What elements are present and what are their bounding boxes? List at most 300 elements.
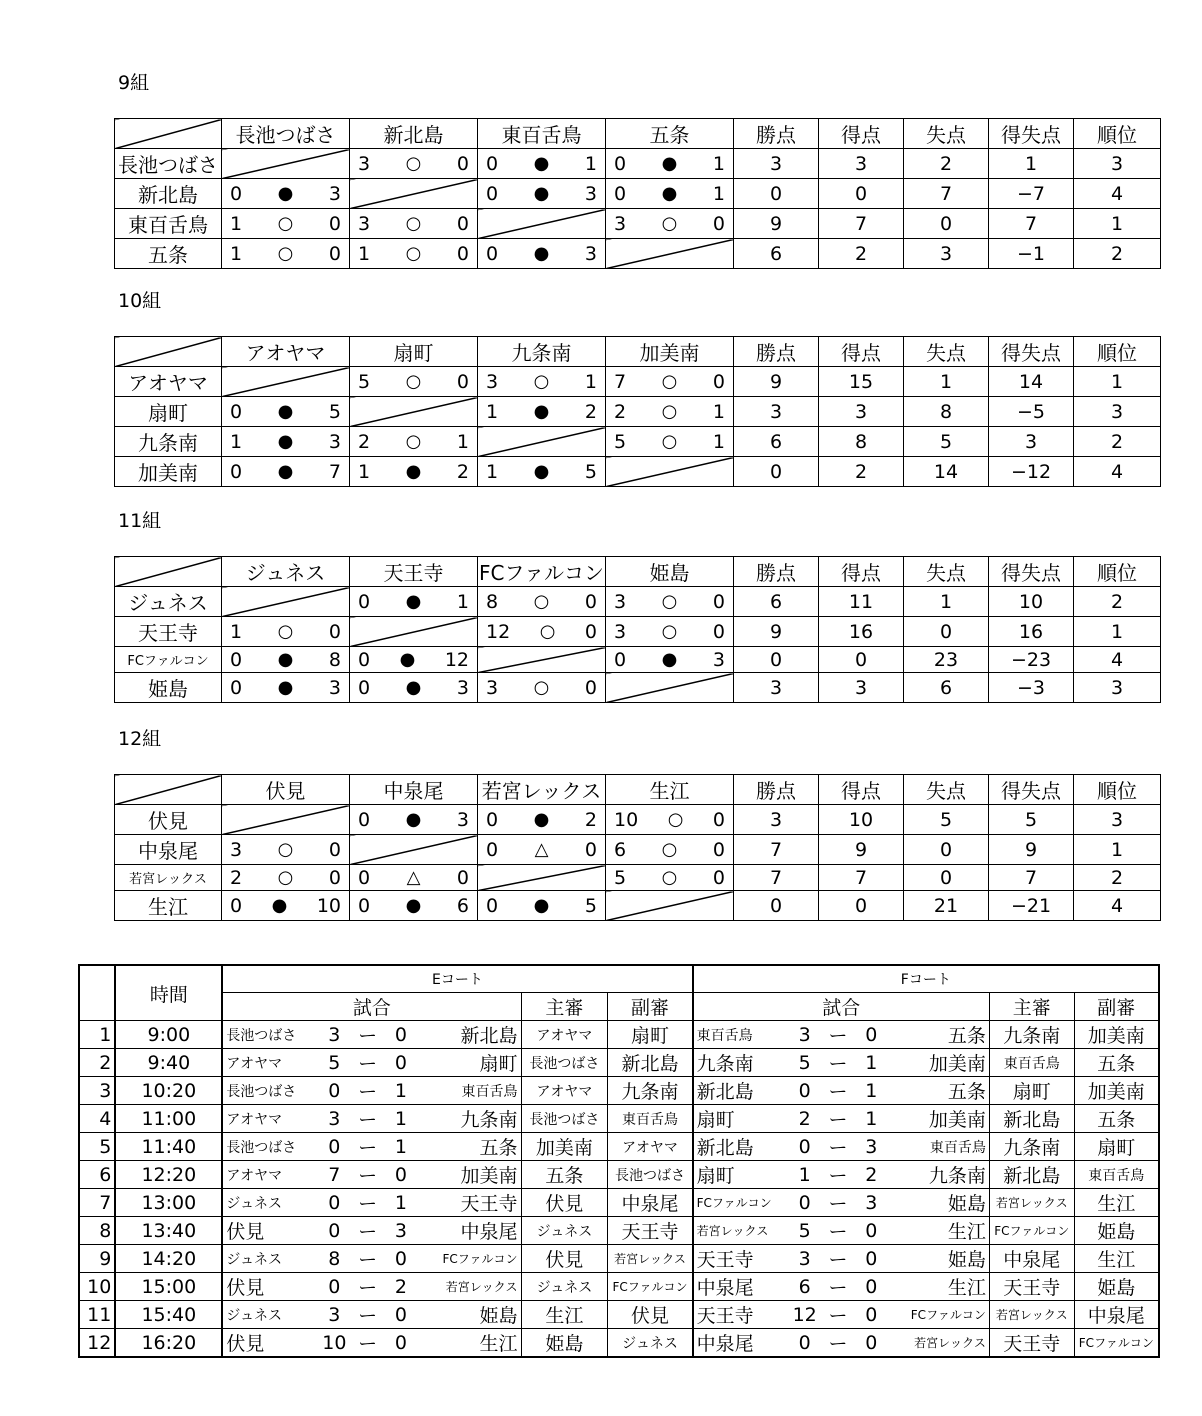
stat-cell: 2: [1074, 587, 1161, 617]
league-header-row: [115, 119, 1161, 149]
row-team-name: 姫島: [115, 673, 222, 703]
score-against: 1: [712, 182, 725, 205]
match-result-cell: [478, 805, 606, 835]
stat-cell: 15: [819, 367, 904, 397]
score-dash: ー: [820, 1133, 856, 1161]
stat-cell: 3: [819, 397, 904, 427]
stat-cell: 2: [819, 457, 904, 487]
schedule-row: [79, 1217, 1159, 1245]
result-symbol: ○: [277, 621, 294, 642]
team-header: 東百舌鳥: [478, 119, 606, 149]
stat-cell: 7: [989, 865, 1074, 891]
stat-cell: 0: [904, 209, 989, 239]
result-symbol: ○: [661, 213, 678, 234]
match-result-cell: [222, 647, 350, 673]
score-against: 1: [712, 400, 725, 423]
result-symbol: ○: [277, 243, 294, 264]
stat-cell: 11: [819, 587, 904, 617]
score-dash: ー: [349, 1161, 385, 1189]
score-against: 3: [328, 676, 341, 699]
row-team-name: ジュネス: [115, 587, 222, 617]
league-row: [115, 149, 1161, 179]
self-match-cell: [350, 179, 478, 209]
match-result-cell: [222, 673, 350, 703]
schedule-table: [78, 964, 1160, 1358]
away-score: 1: [856, 1049, 886, 1077]
away-team: 東百舌鳥: [416, 1077, 521, 1105]
self-match-cell: [222, 367, 350, 397]
schedule-header-row: [79, 965, 1159, 993]
sub-referee: 若宮レックス: [608, 1245, 693, 1273]
self-match-cell: [222, 149, 350, 179]
schedule-row: [79, 1161, 1159, 1189]
team-header: 加美南: [606, 337, 734, 367]
score-dash: ー: [820, 1049, 856, 1077]
match-result-cell: [478, 239, 606, 269]
self-match-cell: [350, 617, 478, 647]
score-for: 0: [358, 808, 371, 831]
result-symbol: ●: [533, 895, 550, 916]
group-title: 11組: [118, 510, 162, 532]
team-header: 中泉尾: [350, 775, 478, 805]
away-score: 0: [386, 1049, 416, 1077]
stat-header: 勝点: [734, 775, 819, 805]
result-symbol: ○: [405, 153, 422, 174]
away-team: 五条: [886, 1077, 989, 1105]
match-result-cell: [478, 587, 606, 617]
score-dash: ー: [349, 1105, 385, 1133]
away-score: 0: [386, 1329, 416, 1358]
away-team: 九条南: [886, 1161, 989, 1189]
home-score: 7: [319, 1161, 349, 1189]
stat-cell: −23: [989, 647, 1074, 673]
sub-referee: 長池つばさ: [608, 1161, 693, 1189]
home-team: 伏見: [222, 1217, 319, 1245]
corner-cell: [115, 337, 222, 367]
match-number: 2: [79, 1049, 115, 1077]
match-result-cell: [350, 367, 478, 397]
away-score: 0: [386, 1301, 416, 1329]
stat-cell: −1: [989, 239, 1074, 269]
stat-header: 勝点: [734, 557, 819, 587]
home-team: アオヤマ: [222, 1161, 319, 1189]
score-for: 1: [486, 460, 499, 483]
sub-referee: ジュネス: [608, 1329, 693, 1358]
score-for: 7: [614, 370, 627, 393]
league-header-row: [115, 557, 1161, 587]
stat-cell: 23: [904, 647, 989, 673]
sub-referee-header: 副審: [608, 993, 693, 1021]
home-team: 若宮レックス: [693, 1217, 790, 1245]
result-symbol: ○: [661, 621, 678, 642]
home-score: 0: [319, 1273, 349, 1301]
stat-cell: 7: [734, 865, 819, 891]
league-row: [115, 397, 1161, 427]
stat-cell: 3: [734, 397, 819, 427]
home-score: 0: [319, 1217, 349, 1245]
chief-referee: 姫島: [521, 1329, 608, 1358]
home-score: 0: [790, 1133, 820, 1161]
home-score: 0: [790, 1077, 820, 1105]
score-against: 5: [328, 400, 341, 423]
schedule-row: [79, 1133, 1159, 1161]
home-team: 伏見: [222, 1329, 319, 1358]
stat-header: 得失点: [989, 119, 1074, 149]
league-row: [115, 865, 1161, 891]
away-score: 2: [856, 1161, 886, 1189]
score-against: 0: [712, 838, 725, 861]
result-symbol: ●: [661, 183, 678, 204]
home-score: 0: [790, 1189, 820, 1217]
league-table: [114, 118, 1161, 269]
stat-cell: 3: [819, 673, 904, 703]
stat-header: 得点: [819, 775, 904, 805]
chief-referee: アオヤマ: [521, 1077, 608, 1105]
score-for: 1: [230, 430, 243, 453]
chief-referee: 九条南: [989, 1133, 1074, 1161]
score-for: 0: [486, 894, 499, 917]
away-score: 0: [386, 1021, 416, 1049]
stat-cell: 16: [819, 617, 904, 647]
home-team: FCファルコン: [693, 1189, 790, 1217]
score-dash: ー: [820, 1077, 856, 1105]
stat-cell: 9: [734, 209, 819, 239]
stat-cell: 6: [734, 239, 819, 269]
score-for: 1: [358, 242, 371, 265]
schedule-row: [79, 1329, 1159, 1358]
sub-referee: 伏見: [608, 1301, 693, 1329]
result-symbol: ○: [405, 243, 422, 264]
score-for: 0: [230, 460, 243, 483]
away-team: 扇町: [416, 1049, 521, 1077]
court-f-header: Fコート: [693, 965, 1159, 993]
score-for: 0: [614, 648, 627, 671]
schedule-subheader-row: [79, 993, 1159, 1021]
self-match-cell: [222, 805, 350, 835]
stat-cell: 1: [989, 149, 1074, 179]
result-symbol: ●: [533, 243, 550, 264]
stat-cell: 3: [734, 805, 819, 835]
sub-referee-header: 副審: [1074, 993, 1159, 1021]
group-title: 10組: [118, 290, 162, 312]
away-team: 九条南: [416, 1105, 521, 1133]
team-header: 若宮レックス: [478, 775, 606, 805]
home-score: 3: [790, 1245, 820, 1273]
chief-referee-header: 主審: [989, 993, 1074, 1021]
result-symbol: ○: [277, 867, 294, 888]
chief-referee: 中泉尾: [989, 1245, 1074, 1273]
stat-cell: 3: [989, 427, 1074, 457]
chief-referee: FCファルコン: [989, 1217, 1074, 1245]
chief-referee: 新北島: [989, 1105, 1074, 1133]
match-result-cell: [222, 835, 350, 865]
result-symbol: ○: [661, 401, 678, 422]
score-for: 0: [358, 866, 371, 889]
score-against: 0: [456, 242, 469, 265]
match-time: 14:20: [115, 1245, 222, 1273]
self-match-cell: [222, 587, 350, 617]
match-header: 試合: [693, 993, 990, 1021]
schedule-row: [79, 1049, 1159, 1077]
score-against: 0: [584, 620, 597, 643]
team-header: 生江: [606, 775, 734, 805]
score-for: 0: [230, 182, 243, 205]
score-dash: ー: [349, 1077, 385, 1105]
score-for: 0: [486, 152, 499, 175]
home-score: 6: [790, 1273, 820, 1301]
stat-cell: 2: [1074, 427, 1161, 457]
stat-cell: 10: [989, 587, 1074, 617]
match-result-cell: [606, 865, 734, 891]
away-team: FCファルコン: [886, 1301, 989, 1329]
score-dash: ー: [820, 1301, 856, 1329]
away-team: FCファルコン: [416, 1245, 521, 1273]
home-score: 10: [319, 1329, 349, 1358]
away-team: 姫島: [886, 1189, 989, 1217]
stat-cell: 6: [904, 673, 989, 703]
result-symbol: ○: [277, 213, 294, 234]
stat-cell: 0: [734, 457, 819, 487]
home-score: 2: [790, 1105, 820, 1133]
match-result-cell: [350, 865, 478, 891]
stat-cell: 6: [734, 427, 819, 457]
score-dash: ー: [349, 1021, 385, 1049]
sub-referee: 加美南: [1074, 1021, 1159, 1049]
score-for: 8: [486, 590, 499, 613]
away-score: 1: [856, 1105, 886, 1133]
team-header: ジュネス: [222, 557, 350, 587]
chief-referee: 天王寺: [989, 1329, 1074, 1358]
match-result-cell: [478, 397, 606, 427]
stat-header: 失点: [904, 119, 989, 149]
score-dash: ー: [349, 1189, 385, 1217]
score-against: 2: [584, 400, 597, 423]
match-result-cell: [350, 457, 478, 487]
stat-cell: 2: [819, 239, 904, 269]
score-dash: ー: [349, 1301, 385, 1329]
home-team: アオヤマ: [222, 1049, 319, 1077]
score-against: 0: [712, 370, 725, 393]
home-team: 天王寺: [693, 1301, 790, 1329]
stat-cell: 14: [904, 457, 989, 487]
match-result-cell: [606, 835, 734, 865]
score-against: 0: [328, 866, 341, 889]
home-team: 中泉尾: [693, 1329, 790, 1358]
match-number: 5: [79, 1133, 115, 1161]
league-row: [115, 617, 1161, 647]
stat-cell: 2: [904, 149, 989, 179]
group-title: 12組: [118, 728, 162, 750]
match-result-cell: [478, 179, 606, 209]
match-result-cell: [222, 397, 350, 427]
match-time: 16:20: [115, 1329, 222, 1358]
match-result-cell: [222, 617, 350, 647]
league-table: [114, 336, 1161, 487]
stat-header: 得点: [819, 337, 904, 367]
match-number: 7: [79, 1189, 115, 1217]
row-team-name: 中泉尾: [115, 835, 222, 865]
score-against: 3: [456, 676, 469, 699]
score-for: 0: [358, 648, 371, 671]
score-for: 10: [614, 808, 639, 831]
score-dash: ー: [820, 1329, 856, 1358]
match-number: 10: [79, 1273, 115, 1301]
stat-cell: 3: [1074, 805, 1161, 835]
home-score: 3: [319, 1301, 349, 1329]
stat-cell: 0: [819, 891, 904, 921]
match-result-cell: [350, 149, 478, 179]
stat-cell: −5: [989, 397, 1074, 427]
away-team: 生江: [886, 1273, 989, 1301]
schedule-row: [79, 1077, 1159, 1105]
league-row: [115, 239, 1161, 269]
score-dash: ー: [349, 1133, 385, 1161]
match-result-cell: [478, 891, 606, 921]
stat-cell: 3: [1074, 149, 1161, 179]
match-result-cell: [606, 587, 734, 617]
stat-cell: 0: [819, 179, 904, 209]
team-header: FCファルコン: [478, 557, 606, 587]
league-row: [115, 457, 1161, 487]
match-result-cell: [606, 805, 734, 835]
score-for: 3: [614, 620, 627, 643]
score-against: 3: [712, 648, 725, 671]
stat-cell: 0: [734, 647, 819, 673]
row-team-name: 若宮レックス: [115, 865, 222, 891]
away-score: 0: [856, 1021, 886, 1049]
stat-cell: 1: [1074, 209, 1161, 239]
stat-header: 得失点: [989, 775, 1074, 805]
result-symbol: ●: [533, 153, 550, 174]
match-result-cell: [606, 209, 734, 239]
away-team: 若宮レックス: [416, 1273, 521, 1301]
self-match-cell: [606, 239, 734, 269]
chief-referee: 新北島: [989, 1161, 1074, 1189]
score-against: 0: [712, 590, 725, 613]
stat-cell: −3: [989, 673, 1074, 703]
result-symbol: ●: [277, 461, 294, 482]
stat-cell: 5: [904, 427, 989, 457]
home-score: 3: [319, 1021, 349, 1049]
stat-cell: 3: [1074, 673, 1161, 703]
score-for: 0: [230, 676, 243, 699]
stat-cell: 14: [989, 367, 1074, 397]
sub-referee: 九条南: [608, 1077, 693, 1105]
stat-cell: −12: [989, 457, 1074, 487]
match-time: 10:20: [115, 1077, 222, 1105]
stat-cell: 3: [904, 239, 989, 269]
stat-cell: 0: [734, 179, 819, 209]
score-for: 2: [358, 430, 371, 453]
stat-cell: 0: [734, 891, 819, 921]
stat-cell: 1: [1074, 835, 1161, 865]
sub-referee: FCファルコン: [608, 1273, 693, 1301]
stat-cell: 8: [904, 397, 989, 427]
score-for: 1: [230, 212, 243, 235]
score-for: 3: [358, 212, 371, 235]
result-symbol: △: [534, 839, 549, 860]
stat-cell: 3: [1074, 397, 1161, 427]
result-symbol: ●: [661, 153, 678, 174]
score-for: 5: [614, 866, 627, 889]
home-score: 5: [319, 1049, 349, 1077]
chief-referee: 五条: [521, 1161, 608, 1189]
result-symbol: ●: [277, 677, 294, 698]
score-against: 1: [712, 430, 725, 453]
chief-referee: 東百舌鳥: [989, 1049, 1074, 1077]
stat-cell: 7: [819, 209, 904, 239]
away-score: 0: [386, 1161, 416, 1189]
result-symbol: ●: [277, 183, 294, 204]
league-table: [114, 774, 1161, 921]
score-for: 12: [486, 620, 511, 643]
sub-referee: 天王寺: [608, 1217, 693, 1245]
score-for: 5: [358, 370, 371, 393]
score-for: 1: [230, 242, 243, 265]
result-symbol: ○: [533, 591, 550, 612]
score-for: 3: [614, 212, 627, 235]
score-against: 0: [456, 866, 469, 889]
result-symbol: ●: [271, 895, 288, 916]
stat-cell: 4: [1074, 179, 1161, 209]
league-header-row: [115, 775, 1161, 805]
home-score: 12: [790, 1301, 820, 1329]
match-time: 15:40: [115, 1301, 222, 1329]
match-result-cell: [350, 239, 478, 269]
match-number: 8: [79, 1217, 115, 1245]
away-score: 0: [856, 1301, 886, 1329]
score-for: 0: [358, 676, 371, 699]
match-result-cell: [606, 617, 734, 647]
score-for: 2: [230, 866, 243, 889]
score-against: 12: [444, 648, 469, 671]
away-team: 五条: [416, 1133, 521, 1161]
away-score: 0: [856, 1245, 886, 1273]
score-for: 0: [358, 894, 371, 917]
score-against: 0: [584, 676, 597, 699]
score-for: 3: [230, 838, 243, 861]
score-for: 1: [358, 460, 371, 483]
match-time: 15:00: [115, 1273, 222, 1301]
chief-referee: ジュネス: [521, 1217, 608, 1245]
score-against: 0: [328, 242, 341, 265]
result-symbol: ○: [661, 431, 678, 452]
row-team-name: 生江: [115, 891, 222, 921]
away-team: 若宮レックス: [886, 1329, 989, 1358]
self-match-cell: [478, 865, 606, 891]
score-against: 0: [456, 370, 469, 393]
result-symbol: ○: [277, 839, 294, 860]
home-team: 長池つばさ: [222, 1133, 319, 1161]
schedule-row: [79, 1105, 1159, 1133]
stat-header: 失点: [904, 775, 989, 805]
home-score: 0: [319, 1189, 349, 1217]
team-header: 新北島: [350, 119, 478, 149]
stat-cell: 21: [904, 891, 989, 921]
score-against: 3: [584, 182, 597, 205]
stat-cell: 3: [734, 673, 819, 703]
match-result-cell: [350, 647, 478, 673]
result-symbol: ●: [533, 461, 550, 482]
result-symbol: ○: [533, 677, 550, 698]
match-result-cell: [222, 865, 350, 891]
stat-header: 得失点: [989, 557, 1074, 587]
away-score: 0: [856, 1329, 886, 1358]
chief-referee: ジュネス: [521, 1273, 608, 1301]
score-dash: ー: [349, 1273, 385, 1301]
sub-referee: FCファルコン: [1074, 1329, 1159, 1358]
stat-cell: 16: [989, 617, 1074, 647]
